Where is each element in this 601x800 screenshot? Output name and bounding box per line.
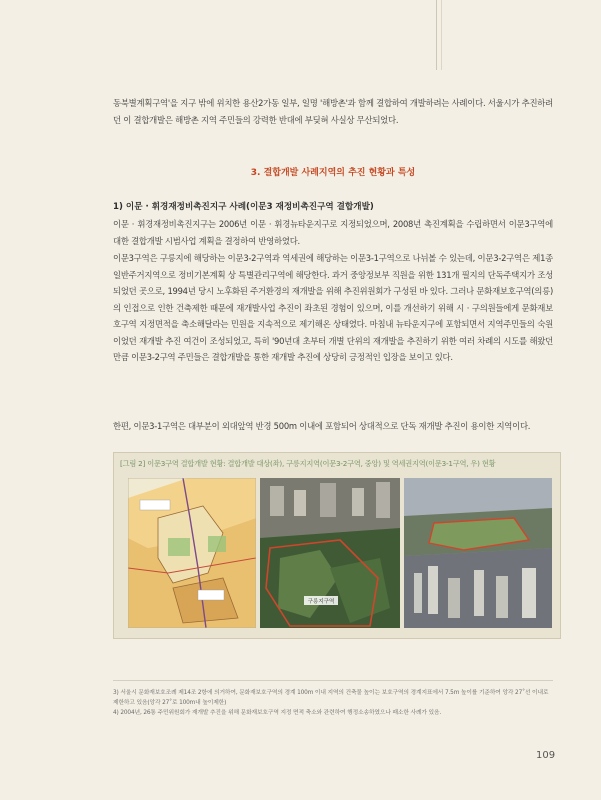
page-number: 109 (536, 750, 556, 761)
subsection-title: 1) 이문 · 휘경재정비촉진지구 사례(이문3 재정비촉진구역 결합개발) (113, 202, 374, 212)
footnote-divider (113, 680, 553, 681)
footnote-3: 3) 서울시 문화재보호조례 제14조 2항에 의거하여, 문화재보호구역의 경계 100m 이내 지역의 건축물 높이는 보호구역의 경계지표에서 7.5m 높이를 기준하여 앙각 27˚선 이내로 제한하고 있음(앙각 27˚로 100m내 높이제한) (113, 690, 549, 706)
section-title: 3. 결합개발 사례지역의 추진 현황과 특성 (250, 168, 416, 178)
paragraph-2: 이문 · 휘경재정비촉진지구는 2006년 이문 · 휘경뉴타운지구로 지정되었으며, 2008년 촉진계획을 수립하면서 이문3구역에 대한 결합개발 시범사업 계획을 결정하여 반영하였다. (113, 219, 553, 246)
margin-rule (436, 0, 437, 70)
figure-caption: [그림 2] 이문3구역 결합개발 현황: 결합개발 대상(좌), 구릉지지역(이문3-2구역, 중앙) 및 역세권지역(이문3-1구역, 우) 현황 (120, 459, 496, 468)
footnote-4: 4) 2004년, 26통 주민위원회가 재개발 추진을 위해 문화재보호구역 지정 면적 축소와 관련하여 행정소송하였으나 패소한 사례가 있음. (113, 710, 442, 716)
paragraph-1: 동북별계획구역'을 지구 밖에 위치한 용산2가동 일부, 일명 '해방촌'과 함께 결합하여 개발하려는 사례이다. 서울시가 추진하려던 이 결합개발은 해방촌 지역 주민들의 강력한 반대에 부딪혀 사실상 무산되었다. (113, 98, 553, 125)
figure-box (113, 452, 561, 639)
margin-rule-2 (441, 0, 442, 70)
paragraph-3: 이문3구역은 구릉지에 해당하는 이문3-2구역과 역세권에 해당하는 이문3-1구역으로 나뉘볼 수 있는데, 이문3-2구역은 제1종 일반주거지역으로 정비기본계획 상 특별관리구역에 해당한다. 과거 중앙정보부 직원을 위한 131개 필지의 단독주택지가 조성되었던 곳으로, 1994년 당시 노후화된 주거환경의 재개발을 위해 추진위원회가 구성된 바 있다. 그러나 문화재보호구역(의릉)의 인접으로 인한 건축제한 때문에 재개발사업 추진이 좌초된 경험이 있으며, 이를 개선하기 위해 시 · 구의원들에게 문화재보호구역 지정면적을 축소해달라는 민원을 지속적으로 제기해온 상태였다. 마침내 뉴타운지구에 포함되면서 지역주민들의 숙원이었던 재개발 추진 여건이 조성되었고, 특히 '90년대 초부터 개별 단위의 재개발을 추진하기 위한 여러 차례의 시도를 해왔던 만큼 이문3-2구역 주민들은 결합개발을 통한 재개발 추진에 상당히 긍정적인 입장을 보이고 있다. (113, 253, 553, 362)
photo-label: 구릉지구역 (307, 599, 335, 605)
plan-map-image (128, 478, 256, 628)
station-area-aerial-photo (404, 478, 552, 628)
paragraph-4: 한편, 이문3-1구역은 대부분이 외대앞역 반경 500m 이내에 포함되어 상대적으로 단독 재개발 추진이 용이한 지역이다. (113, 421, 531, 431)
footnotes (113, 688, 553, 718)
hillside-aerial-photo (260, 478, 400, 628)
